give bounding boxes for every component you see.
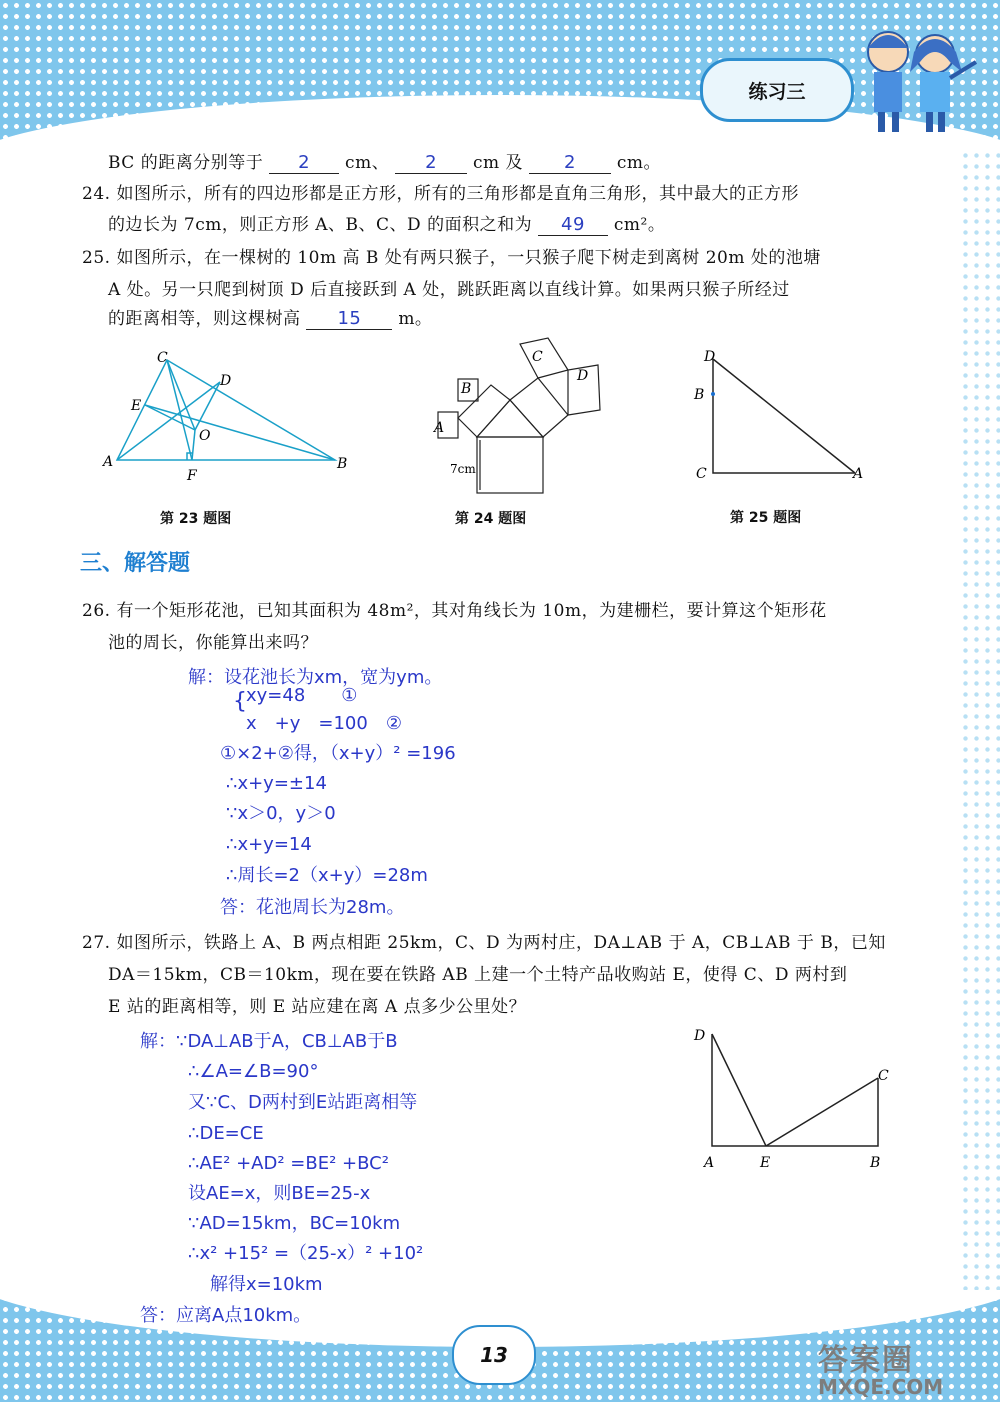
- q27-solution-line-2: ∴∠A=∠B=90°: [188, 1061, 319, 1082]
- q27-line-2: DA＝15km，CB＝10km，现在要在铁路 AB 上建一个土特产品收购站 E，使得 C、D 两村到: [108, 965, 848, 985]
- q27-solution-line-4: ∴DE=CE: [188, 1123, 264, 1144]
- kids-illustration-icon: [850, 22, 980, 137]
- f25-label-a: A: [853, 466, 864, 482]
- q26-solution-line-2: xy=48 ①: [246, 685, 358, 706]
- q27-solution-line-6: 设AE=x，则BE=25-x: [188, 1183, 371, 1204]
- f23-label-a: A: [103, 454, 114, 470]
- f24-label-a: A: [434, 420, 445, 436]
- q23-unit-1: cm、: [345, 153, 390, 173]
- q26-solution-line-9: 答：花池周长为28m。: [220, 897, 405, 918]
- figure-23-caption: 第 23 题图: [160, 511, 232, 527]
- q26-line-2: 池的周长，你能算出来吗？: [108, 633, 318, 653]
- q23-unit-2: cm 及: [473, 153, 524, 173]
- q25-unit: m。: [398, 309, 433, 329]
- watermark-logo: [818, 1335, 993, 1399]
- figure-25: [690, 345, 870, 485]
- page-number: [452, 1325, 536, 1385]
- q26-brace-icon: {: [233, 689, 247, 714]
- q25-line-3-text: 的距离相等，则这棵树高: [108, 309, 301, 329]
- exercise-badge: [700, 58, 854, 122]
- section-title: 三、解答题: [80, 551, 191, 576]
- q27-line-3: E 站的距离相等，则 E 站应建在离 A 点多少公里处？: [108, 997, 527, 1017]
- f23-label-e: E: [131, 398, 142, 414]
- watermark-bottom: MXQE.COM: [818, 1375, 944, 1399]
- q27-line-1: 27. 如图所示，铁路上 A、B 两点相距 25km，C、D 为两村庄，DA⊥AB 于 A，CB⊥AB 于 B，已知: [82, 933, 886, 953]
- q27-solution-line-1: 解：∵DA⊥AB于A，CB⊥AB于B: [140, 1031, 398, 1052]
- f23-label-d: D: [220, 373, 232, 389]
- page-number-text: 13: [480, 1343, 508, 1367]
- q27-solution-line-9: 解得x=10km: [210, 1274, 323, 1295]
- f25-label-d: D: [704, 349, 716, 365]
- f27-label-c: C: [878, 1068, 889, 1084]
- q23-answer-2: 2: [395, 153, 467, 174]
- q27-solution-line-8: ∴x² +15² =（25-x）² +10²: [188, 1243, 424, 1264]
- q24-unit: cm²。: [613, 215, 666, 235]
- q23-tail-text: BC 的距离分别等于: [108, 153, 264, 173]
- q24-line-1: 24. 如图所示，所有的四边形都是正方形，所有的三角形都是直角三角形，其中最大的正方形: [82, 184, 799, 204]
- f23-label-b: B: [337, 456, 348, 472]
- f27-label-a: A: [704, 1155, 715, 1171]
- f24-label-b: B: [461, 381, 472, 397]
- f25-label-c: C: [696, 466, 707, 482]
- figure-23: [95, 340, 365, 490]
- q25-answer: 15: [306, 309, 392, 330]
- f27-label-e: E: [760, 1155, 771, 1171]
- q24-line-2-text: 的边长为 7cm，则正方形 A、B、C、D 的面积之和为: [108, 215, 533, 235]
- q26-solution-line-1: 解：设花池长为xm，宽为ym。: [188, 667, 443, 688]
- f27-label-d: D: [694, 1028, 706, 1044]
- q27-solution-line-5: ∴AE² +AD² =BE² +BC²: [188, 1153, 389, 1174]
- f24-label-d: D: [577, 368, 589, 384]
- f27-label-b: B: [870, 1155, 881, 1171]
- q25-line-1: 25. 如图所示，在一棵树的 10m 高 B 处有两只猴子，一只猴子爬下树走到离树 20m 处的池塘: [82, 248, 821, 268]
- q26-solution-line-4: ①×2+②得，（x+y）² =196: [220, 743, 456, 764]
- watermark-top: 答案圈: [818, 1343, 914, 1378]
- q23-answer-3: 2: [529, 153, 611, 174]
- q26-line-1: 26. 有一个矩形花池，已知其面积为 48m²，其对角线长为 10m，为建栅栏，要计算这个矩形花: [82, 601, 827, 621]
- q26-solution-line-5: ∴x+y=±14: [226, 773, 327, 794]
- q26-solution-line-7: ∴x+y=14: [226, 834, 312, 855]
- q27-solution-line-10: 答：应离A点10km。: [140, 1305, 312, 1326]
- q23-tail-line: [108, 152, 661, 174]
- f25-label-b: B: [694, 387, 705, 403]
- f23-label-c: C: [157, 350, 168, 366]
- q26-solution-line-3: x +y =100 ②: [246, 713, 402, 734]
- f24-label-7cm: 7cm: [450, 462, 476, 476]
- f23-label-f: F: [187, 468, 197, 484]
- q25-line-2: A 处。另一只爬到树顶 D 后直接跃到 A 处，跳跃距离以直线计算。如果两只猴子所经过: [108, 280, 790, 300]
- right-dotted-edge: [960, 150, 1000, 1290]
- q26-solution-line-6: ∵x＞0，y＞0: [226, 803, 336, 824]
- q26-solution-line-8: ∴周长=2（x+y）=28m: [226, 865, 428, 886]
- figure-27: [688, 1020, 898, 1180]
- f23-label-o: O: [199, 428, 211, 444]
- q23-unit-3: cm。: [616, 153, 662, 173]
- f24-label-c: C: [532, 349, 543, 365]
- q24-line-2: [108, 214, 665, 236]
- q27-solution-line-3: 又∵C、D两村到E站距离相等: [188, 1092, 418, 1113]
- figure-24-caption: 第 24 题图: [455, 511, 527, 527]
- q24-answer: 49: [538, 215, 608, 236]
- figure-24: [420, 330, 630, 500]
- q23-answer-1: 2: [269, 153, 339, 174]
- q27-solution-line-7: ∵AD=15km，BC=10km: [188, 1213, 401, 1234]
- figure-25-caption: 第 25 题图: [730, 510, 802, 526]
- q25-line-3: [108, 308, 432, 330]
- exercise-badge-label: 练习三: [748, 80, 806, 103]
